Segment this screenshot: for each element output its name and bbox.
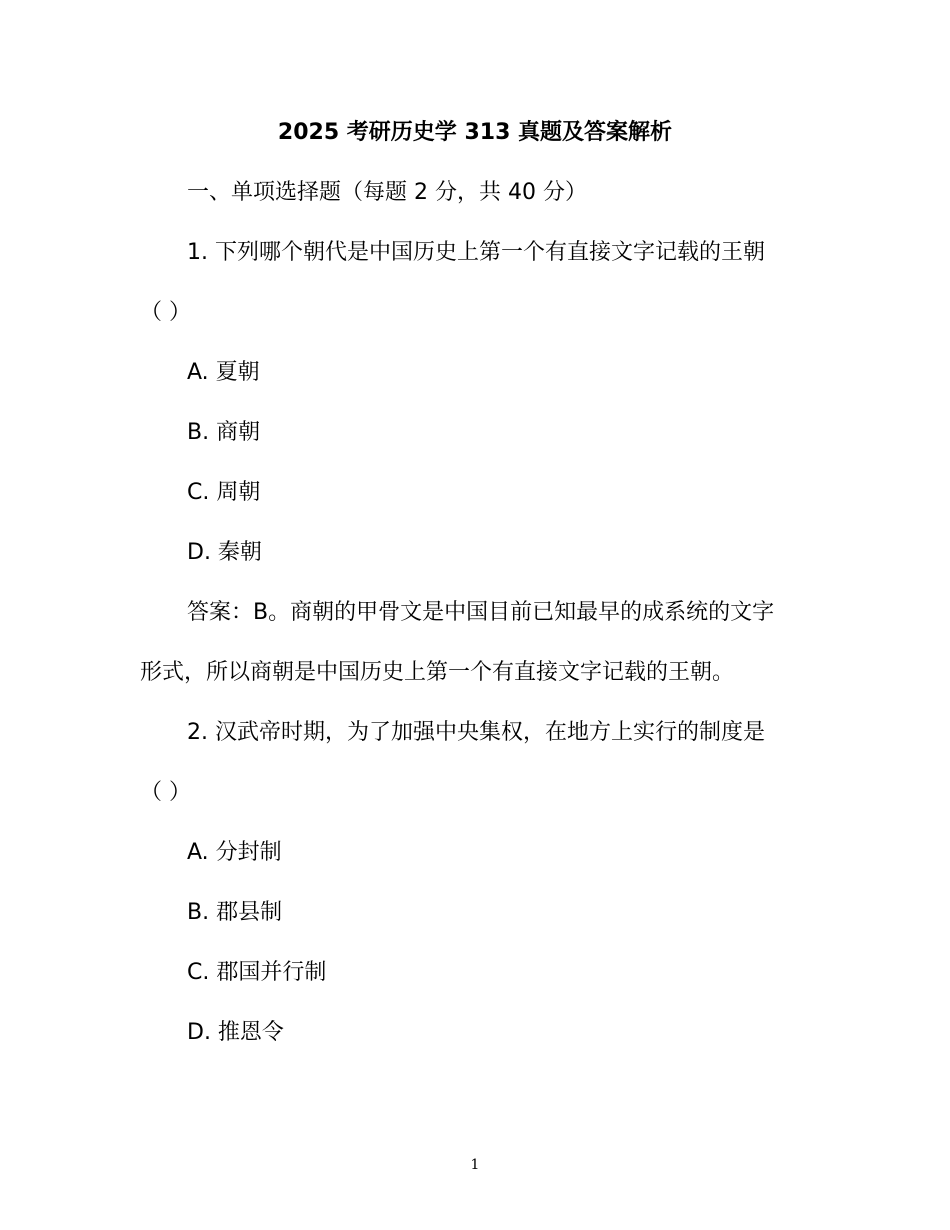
question-2-option-c: C. 郡国并行制	[187, 960, 327, 985]
question-1-option-a: A. 夏朝	[187, 360, 260, 385]
question-1-answer-continued: 形式，所以商朝是中国历史上第一个有直接文字记载的王朝。	[140, 660, 735, 685]
question-1-option-b: B. 商朝	[187, 420, 261, 445]
page-number: 1	[470, 1157, 480, 1173]
question-1-option-c: C. 周朝	[187, 480, 261, 505]
question-2-stem: 2. 汉武帝时期，为了加强中央集权，在地方上实行的制度是	[187, 720, 765, 745]
question-1-option-d: D. 秦朝	[187, 540, 262, 565]
question-2-blank: （ ）	[140, 780, 191, 805]
document-title: 2025 考研历史学 313 真题及答案解析	[277, 120, 673, 145]
question-2-option-d: D. 推恩令	[187, 1020, 284, 1045]
question-1-answer: 答案：B。商朝的甲骨文是中国目前已知最早的成系统的文字	[187, 600, 775, 625]
question-2-option-b: B. 郡县制	[187, 900, 283, 925]
question-1-blank: （ ）	[140, 300, 191, 325]
question-1-stem: 1. 下列哪个朝代是中国历史上第一个有直接文字记载的王朝	[187, 240, 765, 265]
section-heading: 一、单项选择题（每题 2 分，共 40 分）	[187, 180, 587, 205]
question-2-option-a: A. 分封制	[187, 840, 282, 865]
